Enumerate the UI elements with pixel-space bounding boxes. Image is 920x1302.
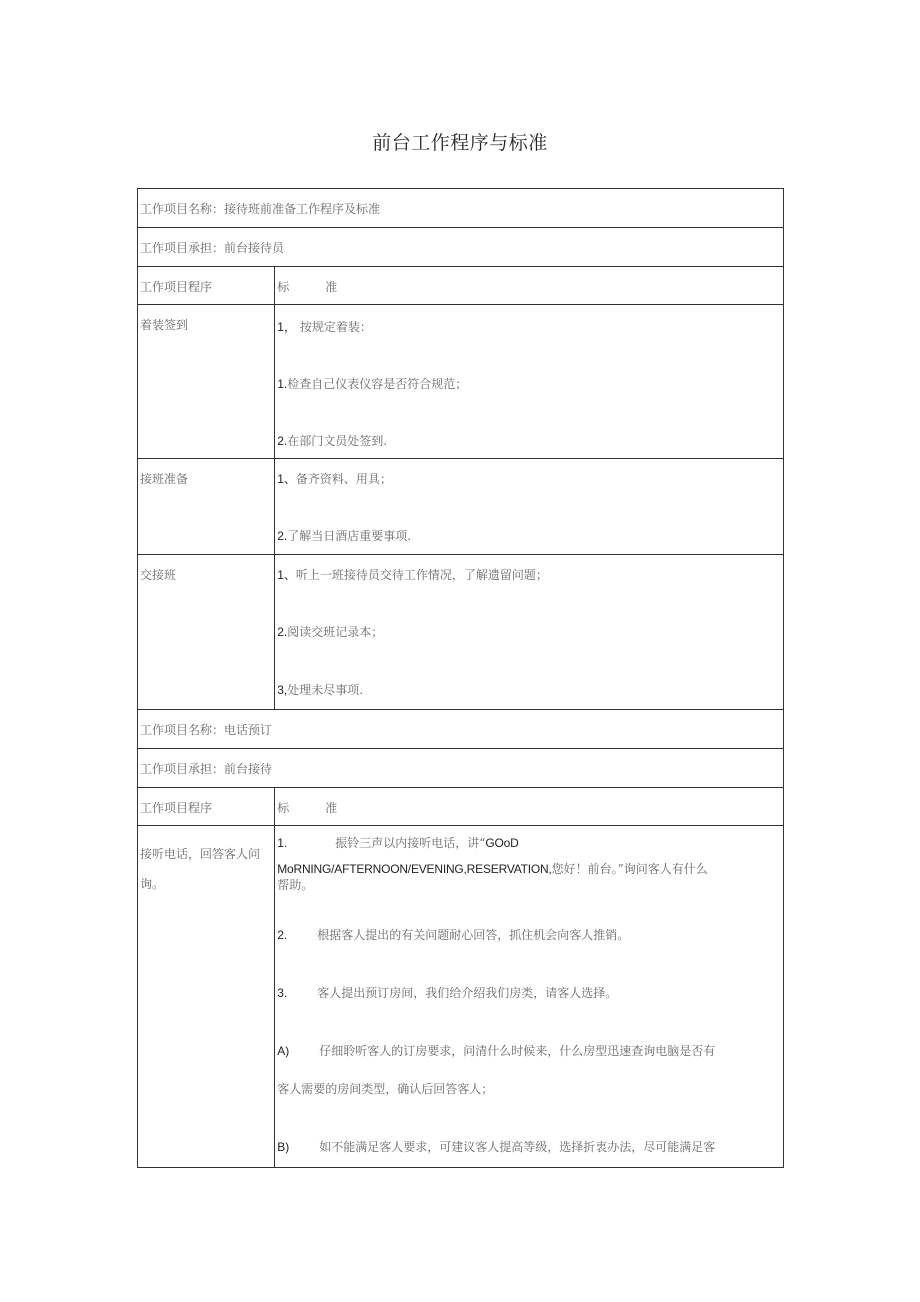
standard-header: [275, 267, 784, 305]
standard-header-char-2: 准: [325, 280, 338, 294]
table-row: [138, 189, 784, 228]
procedure-header: [138, 788, 275, 826]
table-row: [138, 228, 784, 267]
standard-header-char-1: 标: [277, 280, 290, 294]
list-item: 3. 客人提出预订房间，我们给介绍我们房类，请客人选择。: [277, 986, 618, 1000]
table-row: [138, 305, 784, 459]
table-header-row: [138, 267, 784, 305]
standard-cell: [275, 826, 784, 1168]
list-item-continuation: MoRNING/AFTERNOON/EVENING,RESERVATION,您好！前台。”询问客人有什么: [277, 862, 708, 876]
project-name-cell: [138, 189, 784, 228]
step-label: 交接班: [140, 568, 177, 582]
list-item: 1， 按规定着装：: [277, 320, 372, 334]
list-item: 1.检查自己仪表仪容是否符合规范；: [277, 377, 468, 391]
step-label: 接班准备: [140, 472, 189, 486]
project-name-text: 工作项目名称：接待班前准备工作程序及标准: [140, 202, 381, 216]
standard-header-char-2: 准: [325, 801, 338, 815]
step-cell: [138, 555, 275, 710]
table-row: [138, 826, 784, 1168]
list-item-continuation: 帮助。: [277, 878, 314, 892]
procedure-header-text: 工作项目程序: [140, 801, 213, 815]
list-item: B) 如不能满足客人要求，可建议客人提高等级，选择折衷办法，尽可能满足客: [277, 1140, 716, 1154]
table-row: [138, 555, 784, 710]
list-item: 3,处理未尽事项.: [277, 683, 364, 697]
project-owner-cell: [138, 749, 784, 788]
standard-header: [275, 788, 784, 826]
list-item: 1、备齐资料、用具；: [277, 472, 392, 486]
step-label: 着装签到: [140, 318, 189, 332]
standard-cell: [275, 555, 784, 710]
document-title: 前台工作程序与标准: [372, 132, 548, 154]
table-row: [138, 710, 784, 749]
procedure-header: [138, 267, 275, 305]
step-cell: [138, 305, 275, 459]
standard-header-char-1: 标: [277, 801, 290, 815]
step-label: 接听电话，回答客人问 询。: [140, 847, 261, 891]
list-item: 1、听上一班接待员交待工作情况，了解遗留问题；: [277, 568, 548, 582]
procedure-header-text: 工作项目程序: [140, 280, 213, 294]
table-row: [138, 459, 784, 555]
list-item: A) 仔细聆听客人的订房要求，问清什么时候来，什么房型迅速查询电脑是否有: [277, 1044, 716, 1058]
project-name-text: 工作项目名称：电话预订: [140, 723, 273, 737]
project-owner-cell: [138, 228, 784, 267]
standard-cell: [275, 305, 784, 459]
project-name-cell: [138, 710, 784, 749]
table-row: [138, 749, 784, 788]
list-item: 2.了解当日酒店重要事项.: [277, 529, 412, 543]
project-owner-text: 工作项目承担：前台接待员: [140, 241, 285, 255]
list-item: 2. 根据客人提出的有关问题耐心回答，抓住机会向客人推销。: [277, 928, 630, 942]
step-cell: [138, 826, 275, 1168]
list-item: 1. 振铃三声以内接听电话，讲“GOoD: [277, 836, 519, 850]
table-header-row: [138, 788, 784, 826]
list-item: 2.在部门文员处签到.: [277, 434, 388, 448]
project-owner-text: 工作项目承担：前台接待: [140, 762, 273, 776]
procedure-table: [137, 188, 784, 1168]
list-item-continuation: 客人需要的房间类型，确认后回答客人；: [277, 1082, 494, 1096]
step-cell: [138, 459, 275, 555]
list-item: 2.阅读交班记录本；: [277, 625, 384, 639]
standard-cell: [275, 459, 784, 555]
